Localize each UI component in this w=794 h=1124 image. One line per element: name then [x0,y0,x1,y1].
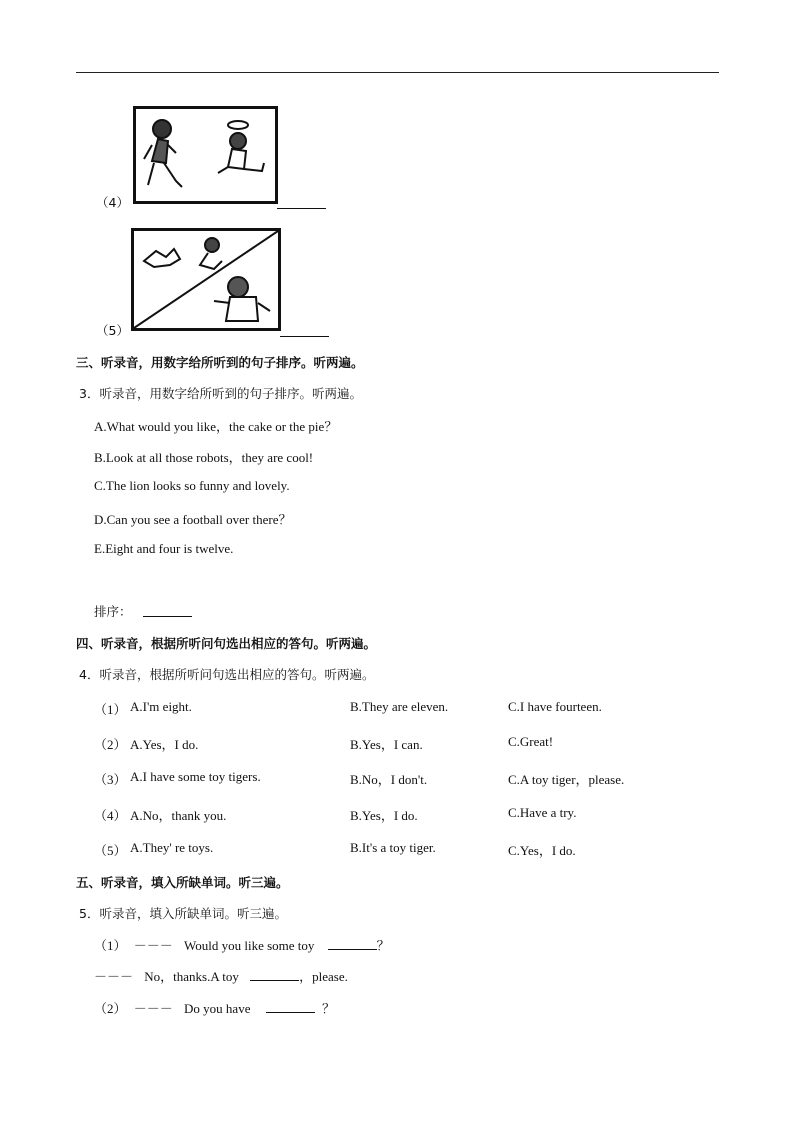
fill-line-2-dash: －－－ [94,969,134,984]
row-5-number: （5） [94,843,127,858]
row-2-number: （2） [94,737,127,752]
person-walking-and-child-sitting-icon [136,109,275,201]
split-scene-icon [134,231,278,328]
row-2-option-a[interactable]: A.Yes，I do. [130,737,199,752]
row-1-number: （1） [94,702,127,717]
fill-line-3-text: Do you have [184,1001,251,1016]
fill-line-3-end: ？ [321,1001,335,1016]
row-1-option-b[interactable]: B.They are eleven. [350,699,449,714]
section-4-question: 4．听录音，根据所听问句选出相应的答句。听两遍。 [79,667,375,682]
sentence-c: C.The lion looks so funny and lovely. [94,478,290,493]
fill-line-3-blank[interactable] [266,1000,315,1013]
row-4-option-a[interactable]: A.No，thank you. [130,808,227,823]
order-answer-blank[interactable] [143,604,192,617]
fill-line-3-number: （2） [94,1001,127,1016]
row-3-option-b[interactable]: B.No，I don't. [350,772,428,787]
fill-line-2-end: ，please. [299,969,348,984]
fill-line-1-blank[interactable] [328,937,377,950]
row-3-option-a[interactable]: A.I have some toy tigers. [130,769,261,784]
header-rule [76,72,719,73]
sentence-b: B.Look at all those robots，they are cool! [94,450,314,465]
row-1-option-a[interactable]: A.I'm eight. [130,699,192,714]
row-5-option-a[interactable]: A.They' re toys. [130,840,214,855]
section-5-heading: 五、听录音，填入所缺单词。听三遍。 [76,875,289,890]
section-3-question: 3．听录音，用数字给所听到的句子排序。听两遍。 [79,386,362,401]
fill-line-1-number: （1） [94,938,127,953]
fill-line-3 [94,998,335,1017]
sentence-a: A.What would you like，the cake or the pie？ [94,419,338,434]
row-4-option-b[interactable]: B.Yes，I do. [350,808,418,823]
fill-line-2 [94,966,348,985]
sentence-e: E.Eight and four is twelve. [94,541,234,556]
fill-line-2-text: No，thanks.A toy [144,969,239,984]
item-5-label: （5） [96,323,129,338]
fill-line-1-end: ？ [376,938,390,953]
sentence-d: D.Can you see a football over there？ [94,512,292,527]
row-1-option-c[interactable]: C.I have fourteen. [508,699,602,714]
row-2-option-c[interactable]: C.Great! [508,734,554,749]
fill-line-1 [94,935,390,954]
picture-item-5 [131,228,281,331]
picture-item-4 [133,106,278,204]
row-3-number: （3） [94,772,127,787]
row-4-number: （4） [94,808,127,823]
section-4-heading: 四、听录音，根据所听问句选出相应的答句。听两遍。 [76,636,377,651]
fill-line-1-dash: －－－ [133,938,173,953]
section-3-heading: 三、听录音，用数字给所听到的句子排序。听两遍。 [76,355,364,370]
section-5-question: 5．听录音，填入所缺单词。听三遍。 [79,906,287,921]
fill-line-3-dash: －－－ [133,1001,173,1016]
fill-line-2-blank[interactable] [250,968,299,981]
item-4-label: （4） [96,195,129,210]
row-5-option-c[interactable]: C.Yes，I do. [508,843,576,858]
row-5-option-b[interactable]: B.It's a toy tiger. [350,840,436,855]
item-5-answer-blank[interactable] [280,324,329,337]
fill-line-1-text: Would you like some toy [184,938,315,953]
item-4-answer-blank[interactable] [277,196,326,209]
order-label: 排序： [94,604,132,619]
row-2-option-b[interactable]: B.Yes，I can. [350,737,423,752]
row-4-option-c[interactable]: C.Have a try. [508,805,577,820]
row-3-option-c[interactable]: C.A toy tiger，please. [508,772,625,787]
